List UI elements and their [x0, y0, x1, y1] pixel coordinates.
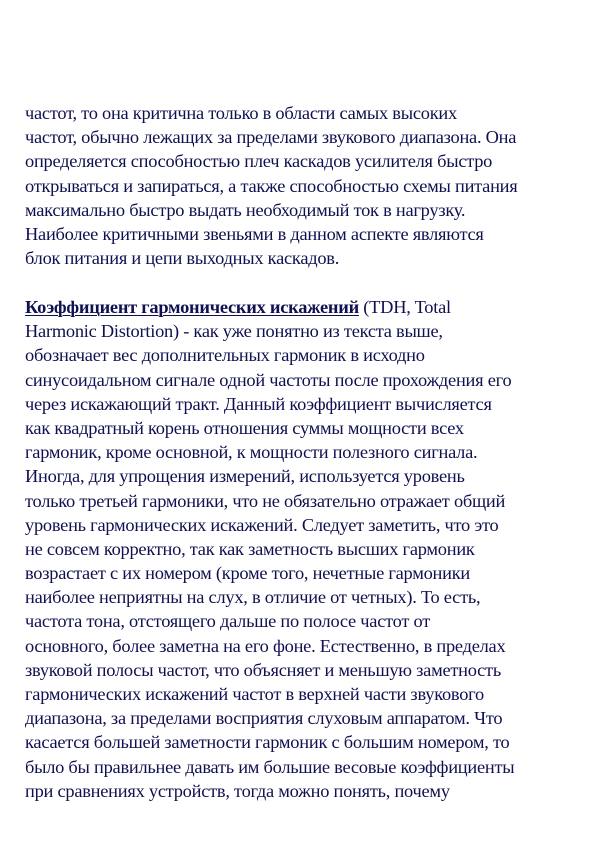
text-line: основного, более заметна на его фоне. Естественно, в пределах	[25, 635, 506, 656]
term-abbreviation: (TDH, Total	[358, 297, 451, 317]
text-line: определяется способностью плеч каскадов усилителя быстро	[25, 151, 493, 172]
paragraph-thd	[25, 295, 580, 803]
text-line: при сравнениях устройств, тогда можно понять, почему	[25, 780, 450, 801]
text-line: Harmonic Distortion) - как уже понятно из текста выше,	[25, 321, 443, 342]
text-line: Наиболее критичными звеньями в данном аспекте являются	[25, 223, 484, 244]
text-line-first	[25, 295, 580, 319]
text-line: диапазона, за пределами восприятия слуховым аппаратом. Что	[25, 708, 503, 729]
text-line: было бы правильнее давать им большие весовые коэффициенты	[25, 756, 515, 777]
text-line: наиболее неприятны на слух, в отличие от четных). То есть,	[25, 587, 481, 608]
text-line: гармоник, кроме основной, к мощности полезного сигнала.	[25, 442, 478, 463]
text-line: частот, то она критична только в области самых высоких	[25, 103, 457, 123]
text-line: уровень гармонических искажений. Следует заметить, что это	[25, 514, 499, 535]
text-line: максимально быстро выдать необходимый ток в нагрузку.	[25, 199, 466, 220]
text-line: как квадратный корень отношения суммы мощности всех	[25, 417, 464, 438]
text-line: касается большей заметности гармоник с большим номером, то	[25, 732, 510, 753]
text-line: открываться и запираться, а также способностью схемы питания	[25, 175, 518, 196]
term-heading: Коэффициент гармонических искажений	[25, 297, 359, 317]
text-line: Иногда, для упрощения измерений, используется уровень	[25, 466, 465, 487]
text-line: синусоидальном сигнале одной частоты после прохождения его	[25, 369, 512, 390]
text-line: обозначает вес дополнительных гармоник в исходно	[25, 345, 425, 366]
paragraph-slew-rate	[25, 101, 580, 270]
text-line: через искажающий тракт. Данный коэффициент вычисляется	[25, 393, 492, 414]
text-line: не совсем корректно, так как заметность высших гармоник	[25, 538, 475, 559]
text-line: гармонических искажений частот в верхней части звукового	[25, 684, 484, 704]
text-line: частота тона, отстоящего дальше по полосе частот от	[25, 611, 430, 632]
text-line: звуковой полосы частот, что объясняет и меньшую заметность	[25, 659, 501, 680]
text-line: блок питания и цепи выходных каскадов.	[25, 248, 340, 269]
text-line: частот, обычно лежащих за пределами звукового диапазона. Она	[25, 127, 517, 148]
text-line: возрастает с их номером (кроме того, нечетные гармоники	[25, 563, 470, 584]
text-line: только третьей гармоники, что не обязательно отражает общий	[25, 490, 506, 511]
